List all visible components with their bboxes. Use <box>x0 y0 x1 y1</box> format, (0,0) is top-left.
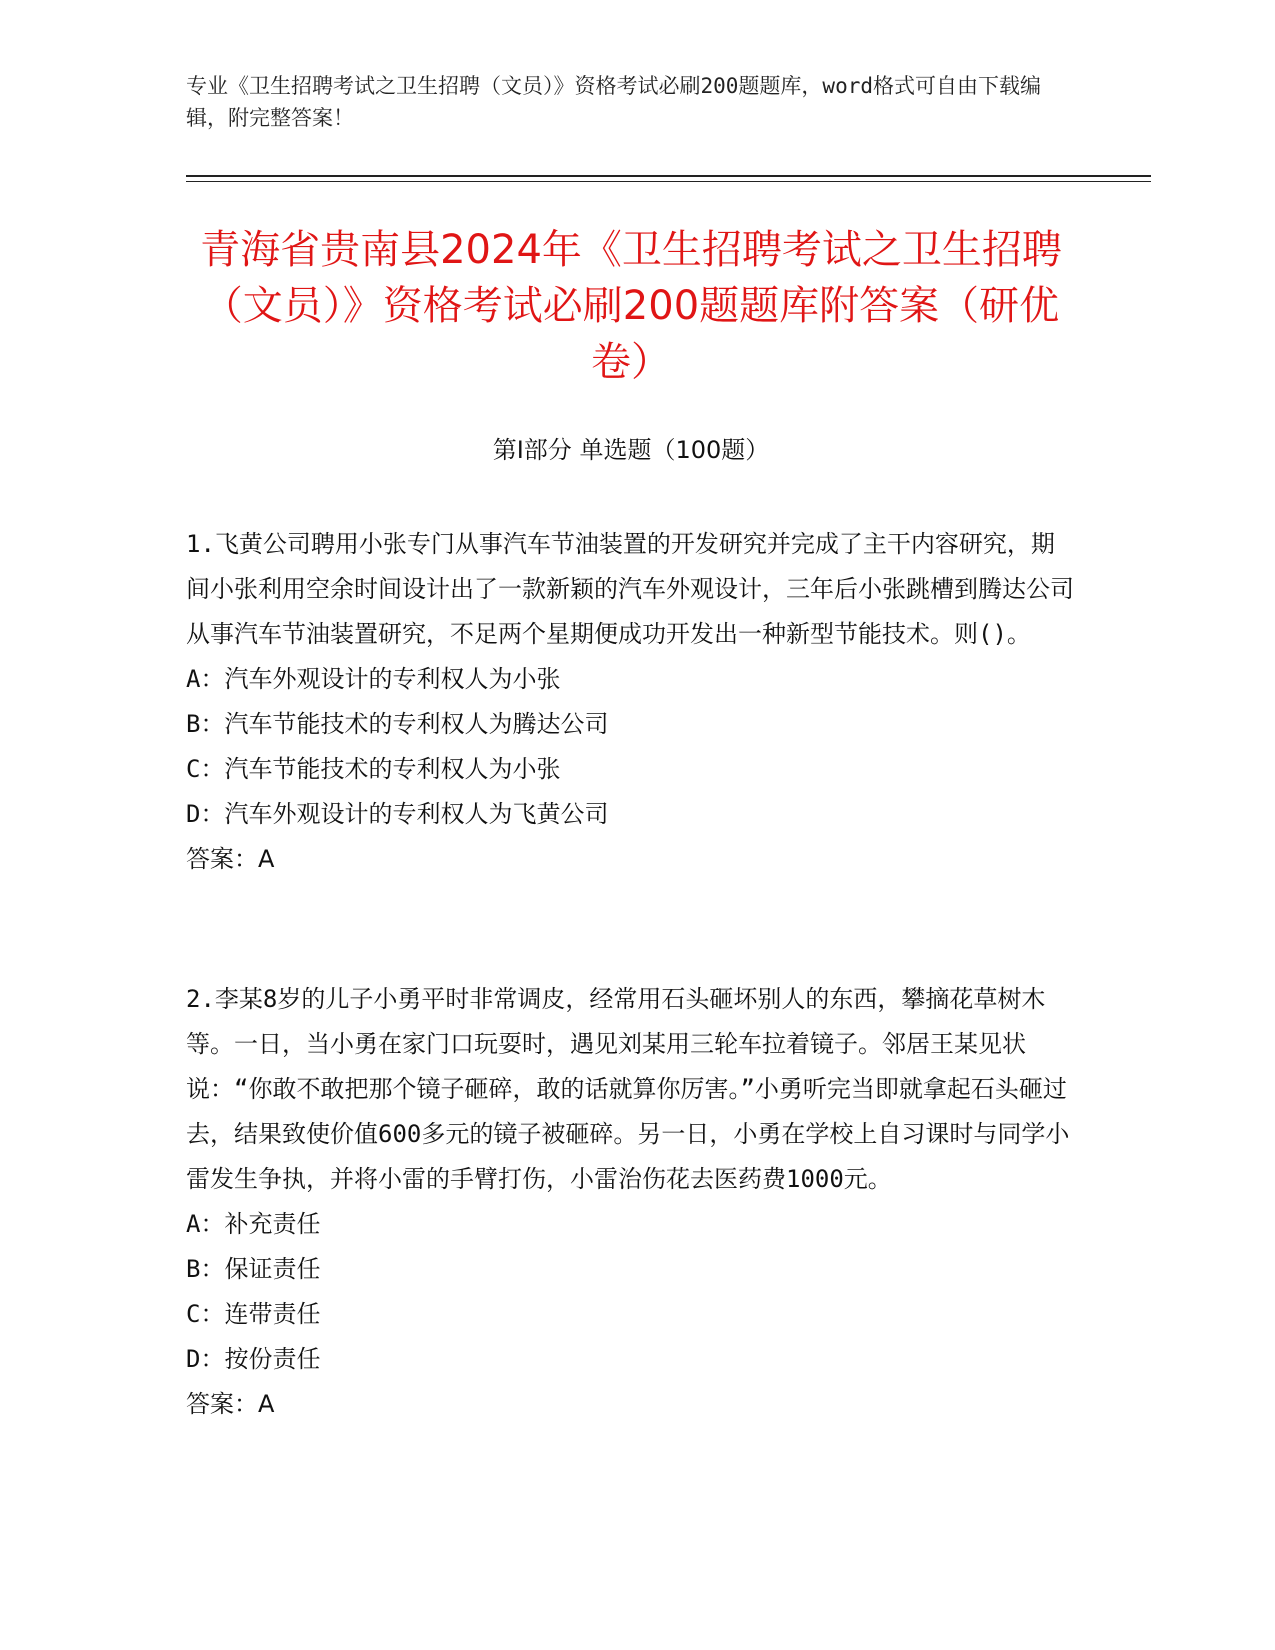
option-a: A：补充责任 <box>186 1210 321 1238</box>
header-rule-thin <box>186 181 1151 182</box>
option-c: C：连带责任 <box>186 1300 321 1328</box>
document-title: 青海省贵南县2024年《卫生招聘考试之卫生招聘（文员）》资格考试必刷200题题库附答案（研优卷） <box>200 227 1062 385</box>
option-b: B：汽车节能技术的专利权人为腾达公司 <box>186 710 609 738</box>
header-note: 专业《卫生招聘考试之卫生招聘（文员）》资格考试必刷200题题库，word格式可自由下载编辑，附完整答案！ <box>186 74 1041 130</box>
question-stem: 1.飞黄公司聘用小张专门从事汽车节油装置的开发研究并完成了主干内容研究，期间小张利用空余时间设计出了一款新颖的汽车外观设计，三年后小张跳槽到腾达公司从事汽车节油装置研究，不足两个星期便成功开发出一种新型节能技术。则()。 <box>186 530 1074 648</box>
option-a: A：汽车外观设计的专利权人为小张 <box>186 665 561 693</box>
answer: 答案：A <box>186 1390 275 1418</box>
option-c: C：汽车节能技术的专利权人为小张 <box>186 755 561 783</box>
section-title: 第Ⅰ部分 单选题（100题） <box>492 436 770 464</box>
option-b: B：保证责任 <box>186 1255 321 1283</box>
question-2 <box>186 977 1076 1427</box>
question-stem: 2.李某8岁的儿子小勇平时非常调皮，经常用石头砸坏别人的东西，攀摘花草树木等。一日，当小勇在家门口玩耍时，遇见刘某用三轮车拉着镜子。邻居王某见状说：“你敢不敢把那个镜子砸碎，敢的话就算你厉害。”小勇听完当即就拿起石头砸过去，结果致使价值600多元的镜子被砸碎。另一日，小勇在学校上自习课时与同学小雷发生争执，并将小雷的手臂打伤，小雷治伤花去医药费1000元。 <box>186 985 1070 1193</box>
option-d: D：按份责任 <box>186 1345 321 1373</box>
question-1 <box>186 522 1076 882</box>
option-d: D：汽车外观设计的专利权人为飞黄公司 <box>186 800 609 828</box>
answer: 答案：A <box>186 845 275 873</box>
header-rule-thick <box>186 175 1151 177</box>
